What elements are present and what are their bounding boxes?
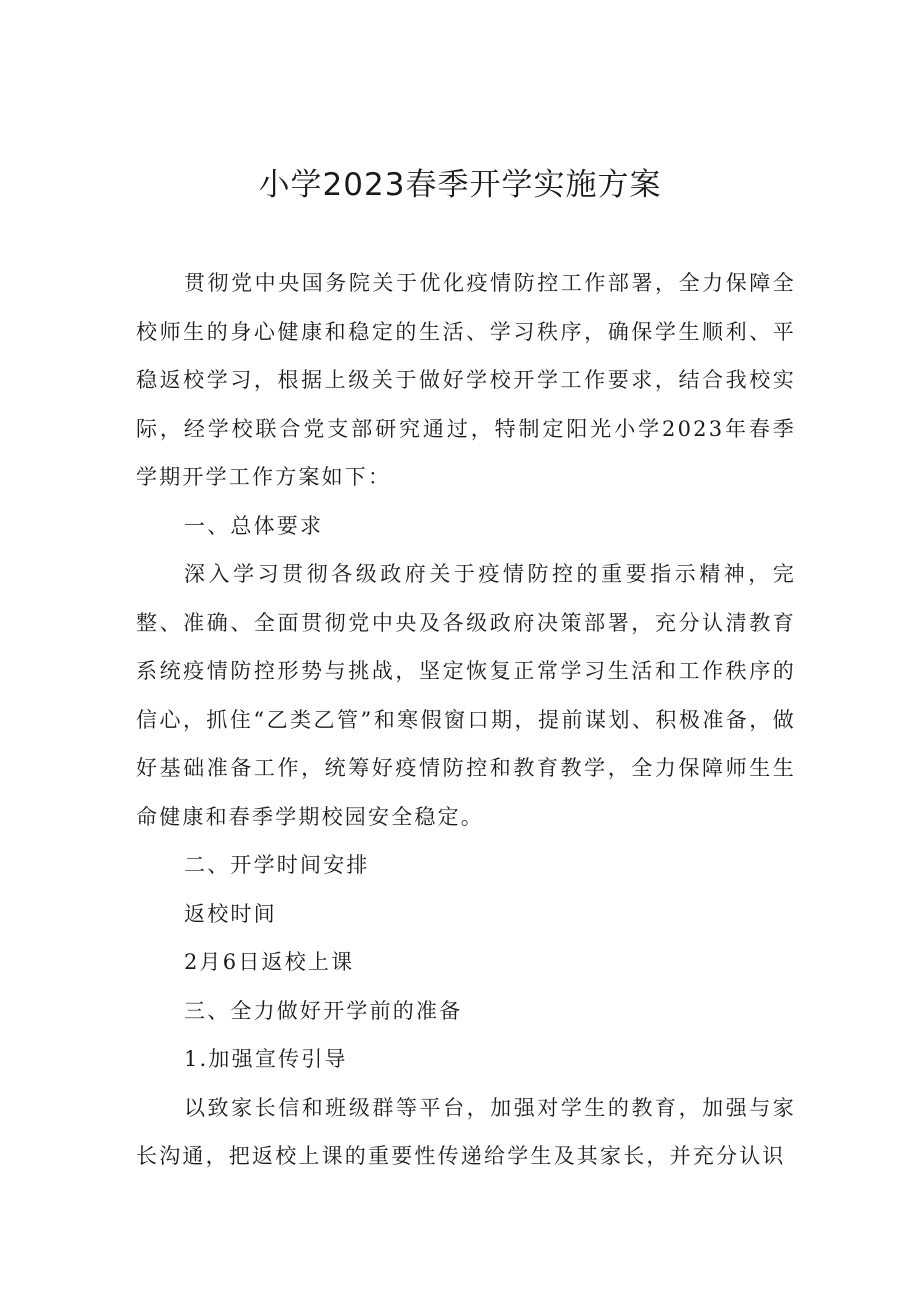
publicity-paragraph: 以致家长信和班级群等平台，加强对学生的教育，加强与家长沟通，把返校上课的重要性传递给学生及其家长，并充分认识 [136, 1095, 796, 1168]
general-requirements-paragraph: 深入学习贯彻各级政府关于疫情防控的重要指示精神，完整、准确、全面贯彻党中央及各级政府决策部署，充分认清教育系统疫情防控形势与挑战，坚定恢复正常学习生活和工作秩序的信心，抓住“乙类乙管”和寒假窗口期，提前谋划、积极准备，做好基础准备工作，统筹好疫情防控和教育教学，全力保障师生生命健康和春季学期校园安全稳定。 [136, 562, 796, 829]
return-date-text: 2月6日返校上课 [184, 950, 355, 974]
document-body [136, 259, 796, 1181]
subheading-publicity: 1.加强宣传引导 [184, 1047, 348, 1071]
section-heading-schedule: 二、开学时间安排 [184, 853, 370, 877]
section-heading-preparation: 三、全力做好开学前的准备 [184, 998, 463, 1023]
document-title: 小学2023春季开学实施方案 [258, 167, 662, 203]
subheading-return-time: 返校时间 [184, 901, 277, 926]
section-heading-general-requirements: 一、总体要求 [184, 513, 324, 538]
intro-paragraph: 贯彻党中央国务院关于优化疫情防控工作部署，全力保障全校师生的身心健康和稳定的生活、学习秩序，确保学生顺利、平稳返校学习，根据上级关于做好学校开学工作要求，结合我校实际，经学校联合党支部研究通过，特制定阳光小学2023年春季学期开学工作方案如下： [136, 271, 796, 489]
